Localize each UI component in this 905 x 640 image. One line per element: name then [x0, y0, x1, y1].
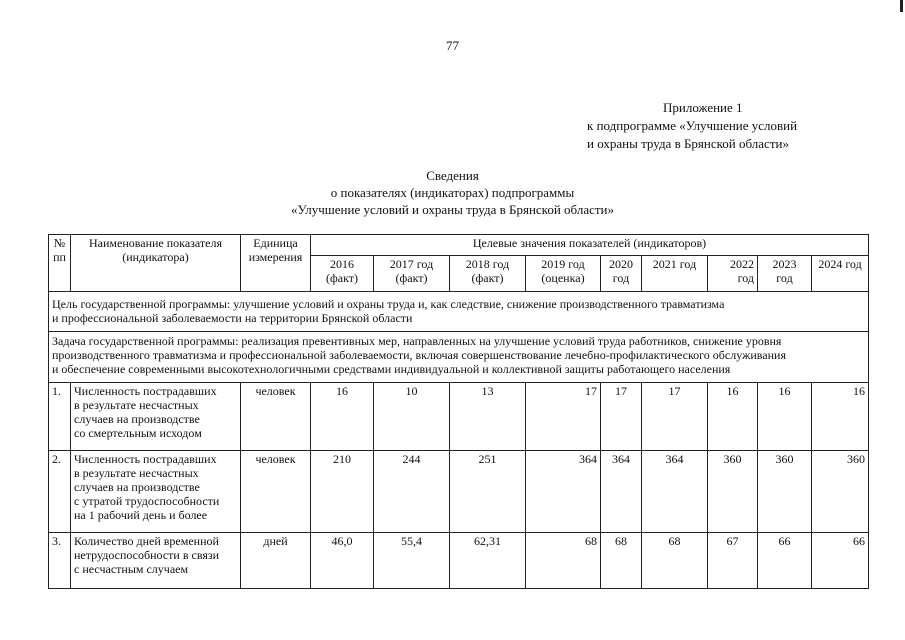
row-name: Численность пострадавших в результате несчастных случаев на производстве со смертельным исходом — [71, 383, 241, 451]
row-value: 66 — [758, 533, 812, 589]
row-value: 16 — [812, 383, 869, 451]
table-row — [49, 533, 869, 589]
goal-text: Цель государственной программы: улучшение условий и охраны труда и, как следствие, снижение производственного травматизма и профессиональной заболеваемости на территории Брянской области — [49, 292, 869, 332]
table-row — [49, 451, 869, 533]
header-year: 2023 год — [758, 256, 812, 292]
header-unit: Единица измерения — [241, 235, 311, 292]
row-value: 68 — [642, 533, 708, 589]
row-value: 55,4 — [374, 533, 450, 589]
row-value: 68 — [601, 533, 642, 589]
appendix-line-1: к подпрограмме «Улучшение условий — [587, 118, 798, 133]
row-unit: дней — [241, 533, 311, 589]
indicators-table — [48, 234, 869, 589]
scan-edge-mark — [900, 0, 903, 12]
header-year: 2017 год (факт) — [374, 256, 450, 292]
header-num: № пп — [49, 235, 71, 292]
row-value: 17 — [601, 383, 642, 451]
goal-row — [49, 292, 869, 332]
appendix-title: Приложение 1 — [663, 100, 743, 115]
row-value: 210 — [311, 451, 374, 533]
row-unit: человек — [241, 451, 311, 533]
row-value: 46,0 — [311, 533, 374, 589]
row-num: 2. — [49, 451, 71, 533]
row-value: 244 — [374, 451, 450, 533]
header-year: 2021 год — [642, 256, 708, 292]
row-value: 364 — [526, 451, 601, 533]
header-year: 2018 год (факт) — [450, 256, 526, 292]
table-row — [49, 383, 869, 451]
task-text: Задача государственной программы: реализация превентивных мер, направленных на улучшение условий труда работников, снижение уровня производственного травматизма и профессиональной заболеваемости, включая совершенствование лечебно-профилактического обслуживания и обеспечение современными высокотехнологичными средствами индивидуальной и коллективной защиты работающего населения — [49, 332, 869, 383]
row-value: 360 — [812, 451, 869, 533]
row-value: 17 — [642, 383, 708, 451]
row-unit: человек — [241, 383, 311, 451]
row-name: Количество дней временной нетрудоспособности в связи с несчастным случаем — [71, 533, 241, 589]
task-row — [49, 332, 869, 383]
document-title-line-1: Сведения — [426, 168, 479, 183]
row-value: 13 — [450, 383, 526, 451]
document-title-line-3: «Улучшение условий и охраны труда в Брянской области» — [291, 202, 614, 217]
row-value: 364 — [601, 451, 642, 533]
document-title — [0, 167, 905, 218]
header-name: Наименование показателя (индикатора) — [71, 235, 241, 292]
row-value: 360 — [758, 451, 812, 533]
row-value: 17 — [526, 383, 601, 451]
header-year: 2022 год — [708, 256, 758, 292]
table-header-row — [49, 235, 869, 256]
header-year: 2024 год — [812, 256, 869, 292]
row-value: 16 — [311, 383, 374, 451]
appendix-block — [587, 99, 797, 153]
appendix-line-2: и охраны труда в Брянской области» — [587, 136, 789, 151]
row-name: Численность пострадавших в результате несчастных случаев на производстве с утратой трудоспособности на 1 рабочий день и более — [71, 451, 241, 533]
row-value: 364 — [642, 451, 708, 533]
row-value: 16 — [708, 383, 758, 451]
header-year: 2016 (факт) — [311, 256, 374, 292]
row-value: 10 — [374, 383, 450, 451]
row-value: 66 — [812, 533, 869, 589]
header-year: 2020 год — [601, 256, 642, 292]
row-value: 62,31 — [450, 533, 526, 589]
row-value: 68 — [526, 533, 601, 589]
page-number: 77 — [446, 38, 459, 53]
header-year: 2019 год (оценка) — [526, 256, 601, 292]
document-title-line-2: о показателях (индикаторах) подпрограммы — [330, 185, 575, 200]
row-value: 360 — [708, 451, 758, 533]
row-num: 3. — [49, 533, 71, 589]
row-value: 67 — [708, 533, 758, 589]
row-num: 1. — [49, 383, 71, 451]
row-value: 251 — [450, 451, 526, 533]
row-value: 16 — [758, 383, 812, 451]
header-targets: Целевые значения показателей (индикаторов) — [311, 235, 869, 256]
